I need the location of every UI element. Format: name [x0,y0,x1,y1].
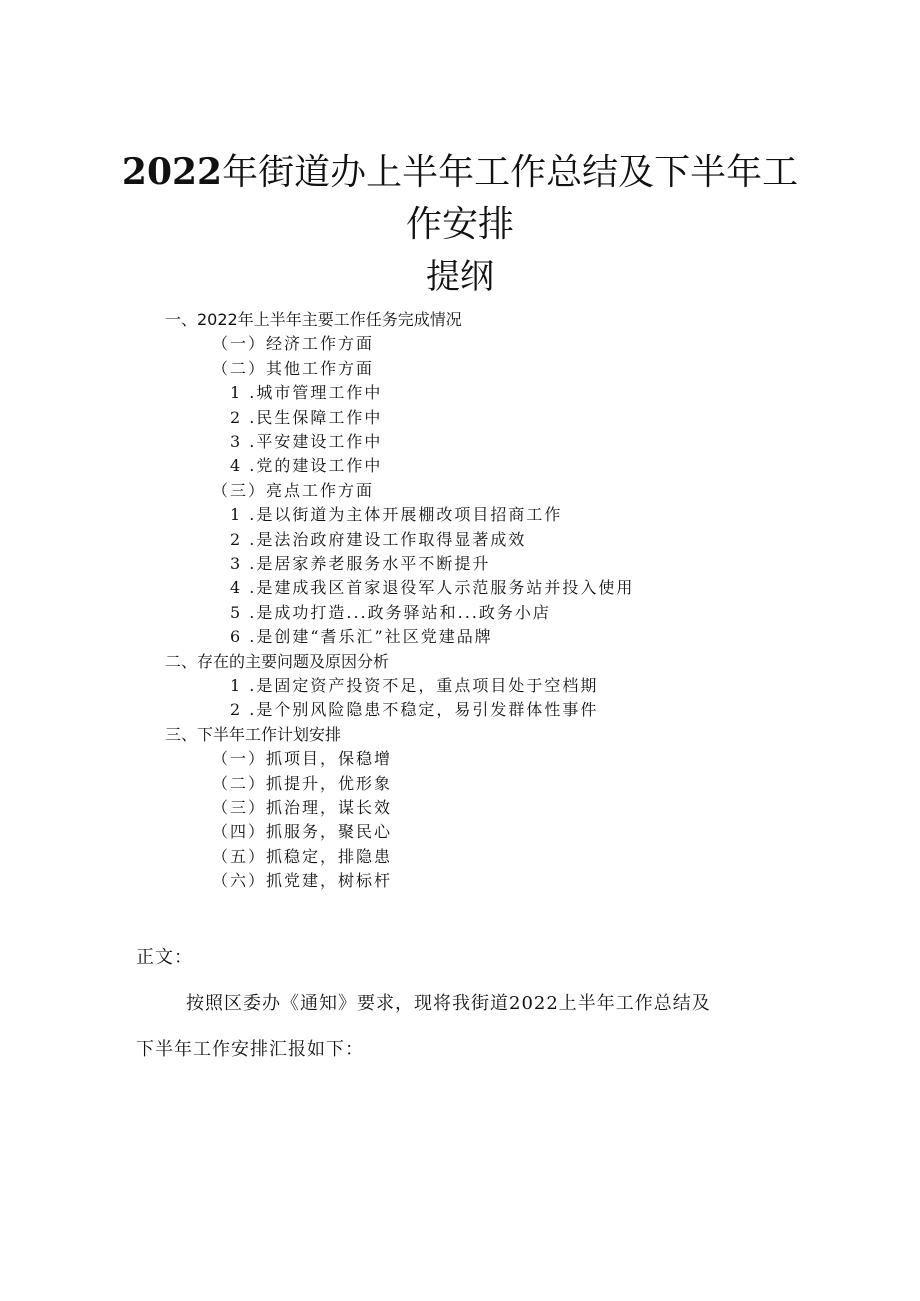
outline-item: 三、下半年工作计划安排 [165,724,342,744]
outline-item: 一、2022年上半年主要工作任务完成情况 [165,310,462,329]
document-title-line-2: 作安排 [405,204,514,245]
outline-item: 1 .城市管理工作中 [230,383,383,403]
outline-item: 3 .是居家养老服务水平不断提升 [230,554,491,573]
outline-item: 3 .平安建设工作中 [230,432,383,451]
outline-item: （一）经济工作方面 [212,334,375,354]
outline-item: 2 .是法治政府建设工作取得显著成效 [230,529,527,549]
outline-heading: 提纲 [426,257,494,297]
outline-item: 2 .是个别风险隐患不稳定，易引发群体性事件 [230,700,599,720]
outline-item: （六）抓党建，树标杆 [212,871,393,891]
outline-item: 5 .是成功打造...政务驿站和...政务小店 [230,602,551,622]
outline-item: （三）亮点工作方面 [212,480,375,500]
outline-item: 二、存在的主要问题及原因分析 [165,651,390,671]
document-title-line-1 [120,150,800,195]
body-label: 正文： [136,947,193,968]
body-paragraph-line-1: 按照区委办《通知》要求，现将我街道2022上半年工作总结及 [186,993,711,1014]
outline-item: （二）抓提升，优形象 [212,773,393,793]
outline-item: 6 .是创建“耆乐汇”社区党建品牌 [230,627,493,647]
outline-item: 2 .民生保障工作中 [230,407,383,427]
outline-item: 4 .党的建设工作中 [230,456,383,476]
title-year: 2022 [121,151,223,193]
outline-item: 4 .是建成我区首家退役军人示范服务站并投入使用 [230,578,635,598]
outline-item: （四）抓服务，聚民心 [212,822,393,842]
body-paragraph-line-2: 下半年工作安排汇报如下： [136,1039,364,1060]
outline-item: （三）抓治理，谋长效 [212,798,393,817]
outline-item: （五）抓稳定，排隐患 [212,846,393,866]
outline-item: 1 .是固定资产投资不足，重点项目处于空档期 [230,676,599,695]
outline-item: （二）其他工作方面 [212,358,375,378]
outline-item: 1 .是以街道为主体开展棚改项目招商工作 [230,505,563,525]
outline-item: （一）抓项目，保稳增 [212,749,393,769]
title-text-1: 年街道办上半年工作总结及下半年工 [222,152,799,193]
